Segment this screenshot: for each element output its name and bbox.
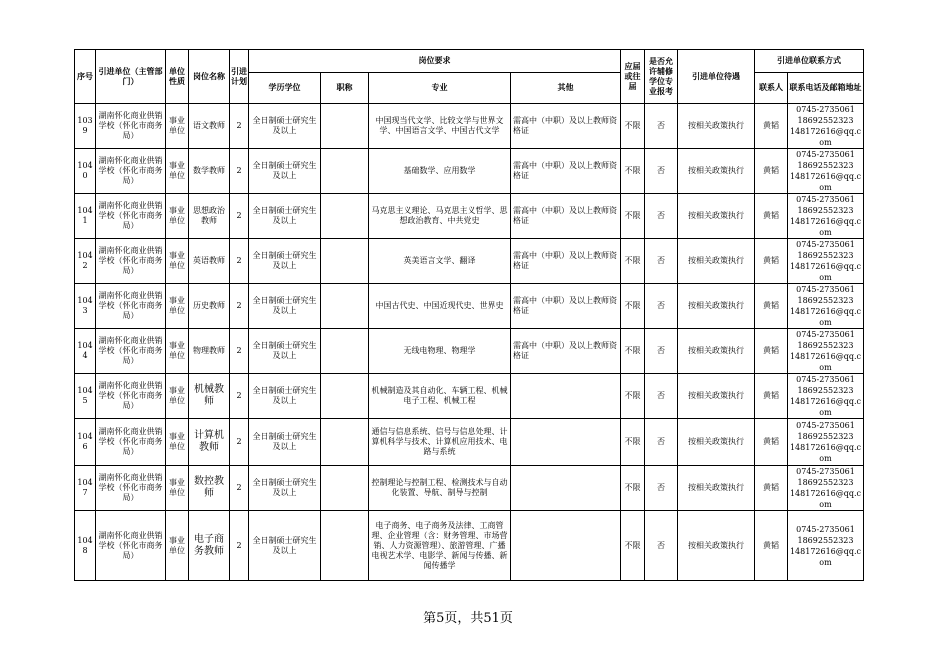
contact-info-cell [788,419,864,466]
contact-email: 148172616@qq.com [789,217,862,237]
header-nature: 单位性质 [166,50,189,104]
unit-cell: 湖南怀化商业供销学校（怀化市商务局） [96,194,166,239]
position-cell: 计算机教师 [189,419,230,466]
nature-cell: 事业单位 [166,466,189,511]
header-title: 职称 [321,73,369,104]
fresh-cell: 不限 [621,284,645,329]
contact-phone: 0745-2735061 [796,105,855,114]
table-row [75,511,864,581]
header-contact-person: 联系人 [755,73,788,104]
header-contact-group: 引进单位联系方式 [755,50,864,73]
nature-cell: 事业单位 [166,511,189,581]
title-cell [321,239,369,284]
contact-info-cell [788,329,864,374]
nature-cell: 事业单位 [166,149,189,194]
position-cell: 数学教师 [189,149,230,194]
contact-phone: 0745-2735061 [796,240,855,249]
position-cell: 电子商务教师 [189,511,230,581]
table-row [75,104,864,149]
degree-cell: 全日制硕士研究生及以上 [249,104,321,149]
contact-person-cell: 黄韬 [755,149,788,194]
position-cell: 机械教师 [189,374,230,419]
contact-email: 148172616@qq.com [789,489,862,509]
major-cell: 马克思主义理论、马克思主义哲学、思想政治教育、中共党史 [369,194,511,239]
position-cell: 数控教师 [189,466,230,511]
contact-mobile: 18692552323 [797,386,854,395]
position-cell: 英语教师 [189,239,230,284]
header-requirements: 岗位要求 [249,50,621,73]
title-cell [321,104,369,149]
other-cell [511,511,621,581]
fresh-cell: 不限 [621,329,645,374]
major-cell: 机械制造及其自动化、车辆工程、机械电子工程、机械工程 [369,374,511,419]
contact-info-cell [788,284,864,329]
allow-cell: 否 [645,511,678,581]
fresh-cell: 不限 [621,419,645,466]
fresh-cell: 不限 [621,194,645,239]
contact-info-cell [788,466,864,511]
plan-cell: 2 [230,284,249,329]
table-row [75,284,864,329]
allow-cell: 否 [645,149,678,194]
contact-email: 148172616@qq.com [789,397,862,417]
plan-cell: 2 [230,511,249,581]
plan-cell: 2 [230,239,249,284]
degree-cell: 全日制硕士研究生及以上 [249,419,321,466]
allow-cell: 否 [645,284,678,329]
nature-cell: 事业单位 [166,284,189,329]
table-row [75,239,864,284]
contact-mobile: 18692552323 [797,296,854,305]
degree-cell: 全日制硕士研究生及以上 [249,239,321,284]
table-row [75,466,864,511]
degree-cell: 全日制硕士研究生及以上 [249,149,321,194]
contact-phone: 0745-2735061 [796,467,855,476]
major-cell: 中国古代史、中国近现代史、世界史 [369,284,511,329]
contact-phone: 0745-2735061 [796,524,855,534]
contact-mobile: 18692552323 [797,116,854,125]
title-cell [321,374,369,419]
treatment-cell: 按相关政策执行 [678,419,755,466]
seq-cell: 1046 [75,419,96,466]
unit-cell: 湖南怀化商业供销学校（怀化市商务局） [96,374,166,419]
contact-mobile: 18692552323 [797,478,854,487]
position-cell: 物理教师 [189,329,230,374]
table-row [75,329,864,374]
allow-cell: 否 [645,239,678,284]
other-cell [511,419,621,466]
contact-person-cell: 黄韬 [755,239,788,284]
degree-cell: 全日制硕士研究生及以上 [249,284,321,329]
treatment-cell: 按相关政策执行 [678,329,755,374]
contact-email: 148172616@qq.com [789,127,862,147]
contact-email: 148172616@qq.com [789,546,862,567]
fresh-cell: 不限 [621,104,645,149]
contact-email: 148172616@qq.com [789,307,862,327]
title-cell [321,511,369,581]
contact-phone: 0745-2735061 [796,421,855,430]
header-major: 专业 [369,73,511,104]
major-cell: 通信与信息系统、信号与信息处理、计算机科学与技术、计算机应用技术、电路与系统 [369,419,511,466]
major-cell: 无线电物理、物理学 [369,329,511,374]
contact-phone: 0745-2735061 [796,150,855,159]
degree-cell: 全日制硕士研究生及以上 [249,511,321,581]
contact-phone: 0745-2735061 [796,285,855,294]
allow-cell: 否 [645,466,678,511]
unit-cell: 湖南怀化商业供销学校（怀化市商务局） [96,239,166,284]
degree-cell: 全日制硕士研究生及以上 [249,374,321,419]
treatment-cell: 按相关政策执行 [678,239,755,284]
allow-cell: 否 [645,194,678,239]
header-degree: 学历学位 [249,73,321,104]
fresh-cell: 不限 [621,466,645,511]
seq-cell: 1039 [75,104,96,149]
unit-cell: 湖南怀化商业供销学校（怀化市商务局） [96,329,166,374]
seq-cell: 1040 [75,149,96,194]
position-cell: 历史教师 [189,284,230,329]
allow-cell: 否 [645,329,678,374]
treatment-cell: 按相关政策执行 [678,194,755,239]
contact-info-cell [788,511,864,581]
nature-cell: 事业单位 [166,374,189,419]
contact-person-cell: 黄韬 [755,374,788,419]
allow-cell: 否 [645,374,678,419]
position-cell: 语文教师 [189,104,230,149]
treatment-cell: 按相关政策执行 [678,374,755,419]
other-cell: 需高中（中职）及以上教师资格证 [511,149,621,194]
plan-cell: 2 [230,419,249,466]
contact-mobile: 18692552323 [797,251,854,260]
contact-person-cell: 黄韬 [755,466,788,511]
contact-person-cell: 黄韬 [755,419,788,466]
unit-cell: 湖南怀化商业供销学校（怀化市商务局） [96,466,166,511]
contact-email: 148172616@qq.com [789,262,862,282]
contact-mobile: 18692552323 [797,161,854,170]
contact-email: 148172616@qq.com [789,352,862,372]
contact-mobile: 18692552323 [797,206,854,215]
header-other: 其他 [511,73,621,104]
header-plan: 引进计划 [230,50,249,104]
title-cell [321,149,369,194]
nature-cell: 事业单位 [166,104,189,149]
contact-phone: 0745-2735061 [796,195,855,204]
header-treatment: 引进单位待遇 [678,50,755,104]
nature-cell: 事业单位 [166,329,189,374]
other-cell: 需高中（中职）及以上教师资格证 [511,239,621,284]
allow-cell: 否 [645,419,678,466]
fresh-cell: 不限 [621,511,645,581]
header-seq: 序号 [75,50,96,104]
seq-cell: 1043 [75,284,96,329]
major-cell: 控制理论与控制工程、检测技术与自动化装置、导航、制导与控制 [369,466,511,511]
fresh-cell: 不限 [621,374,645,419]
contact-info-cell [788,104,864,149]
unit-cell: 湖南怀化商业供销学校（怀化市商务局） [96,149,166,194]
contact-phone: 0745-2735061 [796,375,855,384]
seq-cell: 1048 [75,511,96,581]
plan-cell: 2 [230,374,249,419]
contact-info-cell [788,374,864,419]
contact-mobile: 18692552323 [797,432,854,441]
title-cell [321,466,369,511]
header-unit: 引进单位（主管部门） [96,50,166,104]
treatment-cell: 按相关政策执行 [678,149,755,194]
seq-cell: 1042 [75,239,96,284]
seq-cell: 1044 [75,329,96,374]
nature-cell: 事业单位 [166,239,189,284]
table-body [75,104,864,581]
seq-cell: 1047 [75,466,96,511]
contact-info-cell [788,149,864,194]
degree-cell: 全日制硕士研究生及以上 [249,329,321,374]
table-row [75,194,864,239]
title-cell [321,419,369,466]
contact-phone: 0745-2735061 [796,330,855,339]
plan-cell: 2 [230,104,249,149]
fresh-cell: 不限 [621,239,645,284]
plan-cell: 2 [230,194,249,239]
seq-cell: 1041 [75,194,96,239]
recruitment-table [74,49,864,581]
major-cell: 英美语言文学、翻译 [369,239,511,284]
other-cell [511,374,621,419]
degree-cell: 全日制硕士研究生及以上 [249,194,321,239]
page-footer: 第5页，共51页 [423,611,513,626]
position-cell: 思想政治教师 [189,194,230,239]
other-cell: 需高中（中职）及以上教师资格证 [511,104,621,149]
seq-cell: 1045 [75,374,96,419]
contact-person-cell: 黄韬 [755,104,788,149]
header-position: 岗位名称 [189,50,230,104]
table-row [75,419,864,466]
contact-mobile: 18692552323 [797,341,854,350]
nature-cell: 事业单位 [166,194,189,239]
contact-info-cell [788,239,864,284]
title-cell [321,284,369,329]
plan-cell: 2 [230,329,249,374]
unit-cell: 湖南怀化商业供销学校（怀化市商务局） [96,104,166,149]
contact-person-cell: 黄韬 [755,284,788,329]
contact-email: 148172616@qq.com [789,172,862,192]
degree-cell: 全日制硕士研究生及以上 [249,466,321,511]
header-fresh: 应届或往届 [621,50,645,104]
major-cell: 电子商务、电子商务及法律、工商管理、企业管理（含：财务管理、市场营销、人力资源管理）、旅游管理、广播电视艺术学、电影学、新闻与传播、新闻传播学 [369,511,511,581]
other-cell: 需高中（中职）及以上教师资格证 [511,329,621,374]
fresh-cell: 不限 [621,149,645,194]
plan-cell: 2 [230,466,249,511]
treatment-cell: 按相关政策执行 [678,511,755,581]
other-cell: 需高中（中职）及以上教师资格证 [511,194,621,239]
major-cell: 中国现当代文学、比较文学与世界文学、中国语言文学、中国古代文学 [369,104,511,149]
allow-cell: 否 [645,104,678,149]
unit-cell: 湖南怀化商业供销学校（怀化市商务局） [96,284,166,329]
treatment-cell: 按相关政策执行 [678,284,755,329]
other-cell [511,466,621,511]
other-cell: 需高中（中职）及以上教师资格证 [511,284,621,329]
major-cell: 基础数学、应用数学 [369,149,511,194]
contact-person-cell: 黄韬 [755,329,788,374]
treatment-cell: 按相关政策执行 [678,466,755,511]
nature-cell: 事业单位 [166,419,189,466]
contact-person-cell: 黄韬 [755,511,788,581]
title-cell [321,329,369,374]
unit-cell: 湖南怀化商业供销学校（怀化市商务局） [96,419,166,466]
treatment-cell: 按相关政策执行 [678,104,755,149]
title-cell [321,194,369,239]
contact-email: 148172616@qq.com [789,443,862,463]
unit-cell: 湖南怀化商业供销学校（怀化市商务局） [96,511,166,581]
contact-info-cell [788,194,864,239]
table-row [75,374,864,419]
header-contact-info: 联系电话及邮箱地址 [788,73,864,104]
header-allow: 是否允许辅修学位专业报考 [645,50,678,104]
contact-mobile: 18692552323 [797,535,854,545]
table-row [75,149,864,194]
contact-person-cell: 黄韬 [755,194,788,239]
plan-cell: 2 [230,149,249,194]
